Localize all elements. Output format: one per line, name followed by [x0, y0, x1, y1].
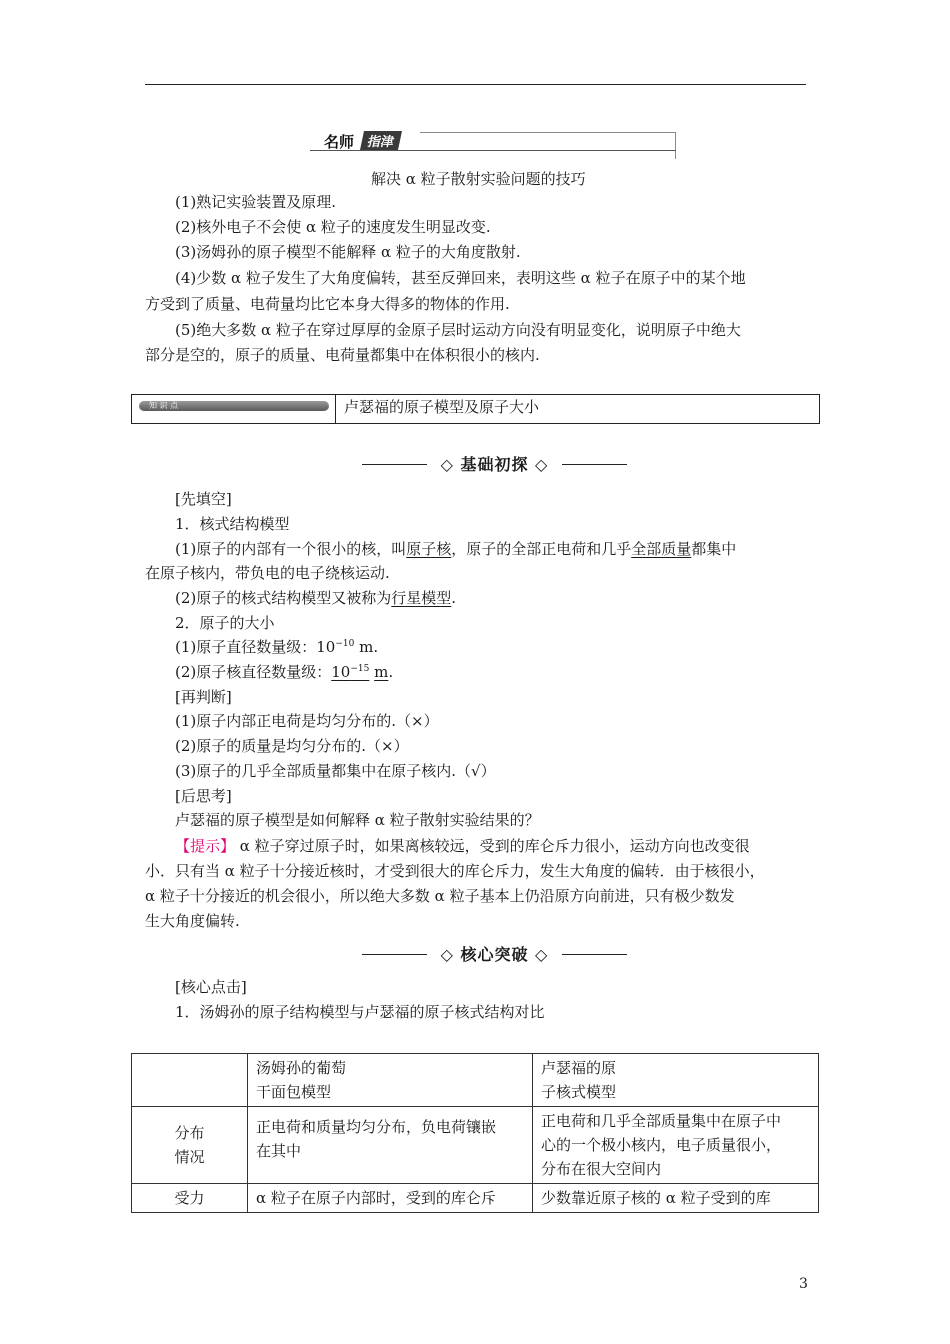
text: 10 [331, 663, 351, 681]
tip-header-rule-top [420, 132, 676, 133]
core-label: [核心点击] [175, 978, 247, 996]
heading-rule-right [562, 954, 627, 955]
cell-line: 正电荷和质量均匀分布，负电荷镶嵌 [256, 1118, 497, 1136]
hint-line-2: 小．只有当 α 粒子十分接近核时，才受到很大的库仑斥力，发生大角度的偏转．由于核很小， [145, 862, 765, 880]
header-line: 子核式模型 [541, 1083, 617, 1101]
tip-header-rule [310, 150, 676, 151]
heading-rule-left [362, 464, 427, 465]
heading-text: ◇ 核心突破 ◇ [440, 945, 549, 964]
answer-blank: 全部质量 [631, 540, 692, 558]
page-number: 3 [799, 1276, 808, 1292]
hint-line-3: α 粒子十分接近的机会很小，所以绝大多数 α 粒子基本上仍沿原方向前进，只有极少数发 [145, 887, 735, 905]
fill-label: [先填空] [175, 490, 232, 508]
top-rule [145, 84, 806, 85]
text: m. [354, 638, 379, 656]
tip-item-2: (2)核外电子不会使 α 粒子的速度发生明显改变. [175, 218, 491, 236]
text: α 粒子穿过原子时，如果离核较远，受到的库仑斥力很小，运动方向也改变很 [235, 837, 750, 855]
answer-blank: 原子核 [406, 540, 452, 558]
header-line: 汤姆孙的葡萄 [256, 1059, 347, 1077]
table-row [132, 1184, 819, 1213]
row-label: 情况 [174, 1148, 205, 1166]
text: (1)原子直径数量级：10 [175, 638, 336, 656]
tip-item-4b: 方受到了质量、电荷量均比它本身大得多的物体的作用. [145, 295, 510, 313]
answer-blank [331, 663, 369, 681]
hint-line-4: 生大角度偏转. [145, 912, 240, 930]
hint-line-1 [175, 834, 750, 858]
knowledge-point-divider [335, 395, 336, 423]
rutherford-cell [533, 1184, 819, 1213]
size-item-1 [175, 635, 378, 659]
row-label-cell [132, 1184, 248, 1213]
text: (1)原子的内部有一个很小的核，叫 [175, 540, 407, 558]
judge-item-3: (3)原子的几乎全部质量都集中在原子核内.（√） [175, 762, 496, 780]
subheading-1: 1．核式结构模型 [175, 515, 290, 533]
row-label: 分布 [174, 1124, 205, 1142]
knowledge-point-title: 卢瑟福的原子模型及原子大小 [344, 398, 540, 416]
cell-line: 正电荷和几乎全部质量集中在原子中 [541, 1112, 782, 1130]
text: ，原子的全部正电荷和几乎 [451, 540, 632, 558]
heading-text: ◇ 基础初探 ◇ [440, 455, 549, 474]
text: 都集中 [691, 540, 737, 558]
tip-item-5b: 部分是空的，原子的质量、电荷量都集中在体积很小的核内. [145, 346, 540, 364]
row-label-cell [132, 1107, 248, 1184]
tip-label-zhi: 指津 [360, 131, 402, 150]
text: (2)原子核直径数量级： [175, 663, 332, 681]
exponent: −15 [350, 664, 370, 674]
tip-title: 解决 α 粒子散射实验问题的技巧 [371, 170, 586, 188]
judge-label: [再判断] [175, 688, 232, 706]
tip-item-4a: (4)少数 α 粒子发生了大角度偏转，甚至反弹回来，表明这些 α 粒子在原子中的某个地 [175, 269, 746, 287]
header-line: 干面包模型 [256, 1083, 332, 1101]
rutherford-cell [533, 1107, 819, 1184]
fill-item-1b: 在原子核内，带负电的电子绕核运动. [145, 564, 390, 582]
hint-label: 【提示】 [175, 837, 236, 855]
judge-item-2: (2)原子的质量是均匀分布的.（×） [175, 737, 409, 755]
tip-label-ming: 名师 [324, 133, 355, 151]
row-label: 受力 [174, 1189, 205, 1207]
thomson-cell [248, 1107, 533, 1184]
cell-line: α 粒子在原子内部时，受到的库仑斥 [256, 1189, 496, 1207]
answer-blank: m [374, 663, 389, 681]
cell-line: 在其中 [256, 1142, 302, 1160]
think-question: 卢瑟福的原子模型是如何解释 α 粒子散射实验结果的？ [175, 811, 540, 829]
subheading-2: 2．原子的大小 [175, 614, 275, 632]
table-header-cell [248, 1054, 533, 1107]
answer-blank: 行星模型 [391, 589, 452, 607]
judge-item-1: (1)原子内部正电荷是均匀分布的.（×） [175, 712, 439, 730]
tip-item-3: (3)汤姆孙的原子模型不能解释 α 粒子的大角度散射. [175, 243, 521, 261]
knowledge-point-box [131, 394, 820, 424]
table-row [132, 1107, 819, 1184]
tip-item-1: (1)熟记实验装置及原理. [175, 193, 337, 211]
header-line: 卢瑟福的原 [541, 1059, 617, 1077]
size-item-2 [175, 660, 393, 684]
heading-rule-left [362, 954, 427, 955]
text: (2)原子的核式结构模型又被称为 [175, 589, 392, 607]
exponent: −10 [335, 639, 355, 649]
text: . [451, 589, 457, 607]
thomson-cell [248, 1184, 533, 1213]
table-header-row [132, 1054, 819, 1107]
heading-rule-right [562, 464, 627, 465]
core-subheading-1: 1．汤姆孙的原子结构模型与卢瑟福的原子核式结构对比 [175, 1003, 545, 1021]
tip-header [310, 130, 676, 160]
knowledge-point-badge-text: 知 识 点 [149, 401, 179, 410]
cell-line: 心的一个极小核内，电子质量很小， [541, 1136, 782, 1154]
cell-line: 少数靠近原子核的 α 粒子受到的库 [541, 1189, 771, 1207]
table-header-cell [132, 1054, 248, 1107]
table-header-cell [533, 1054, 819, 1107]
tip-header-rule-end [675, 132, 676, 159]
think-label: [后思考] [175, 787, 232, 805]
section-heading-basic [362, 451, 627, 477]
cell-line: 分布在很大空间内 [541, 1160, 662, 1178]
section-heading-core [362, 941, 627, 967]
fill-item-1a [175, 537, 736, 561]
knowledge-point-badge [139, 401, 329, 411]
text: . [388, 663, 394, 681]
tip-item-5a: (5)绝大多数 α 粒子在穿过厚厚的金原子层时运动方向没有明显变化，说明原子中绝大 [175, 321, 741, 339]
fill-item-2 [175, 586, 456, 610]
comparison-table [131, 1053, 819, 1213]
